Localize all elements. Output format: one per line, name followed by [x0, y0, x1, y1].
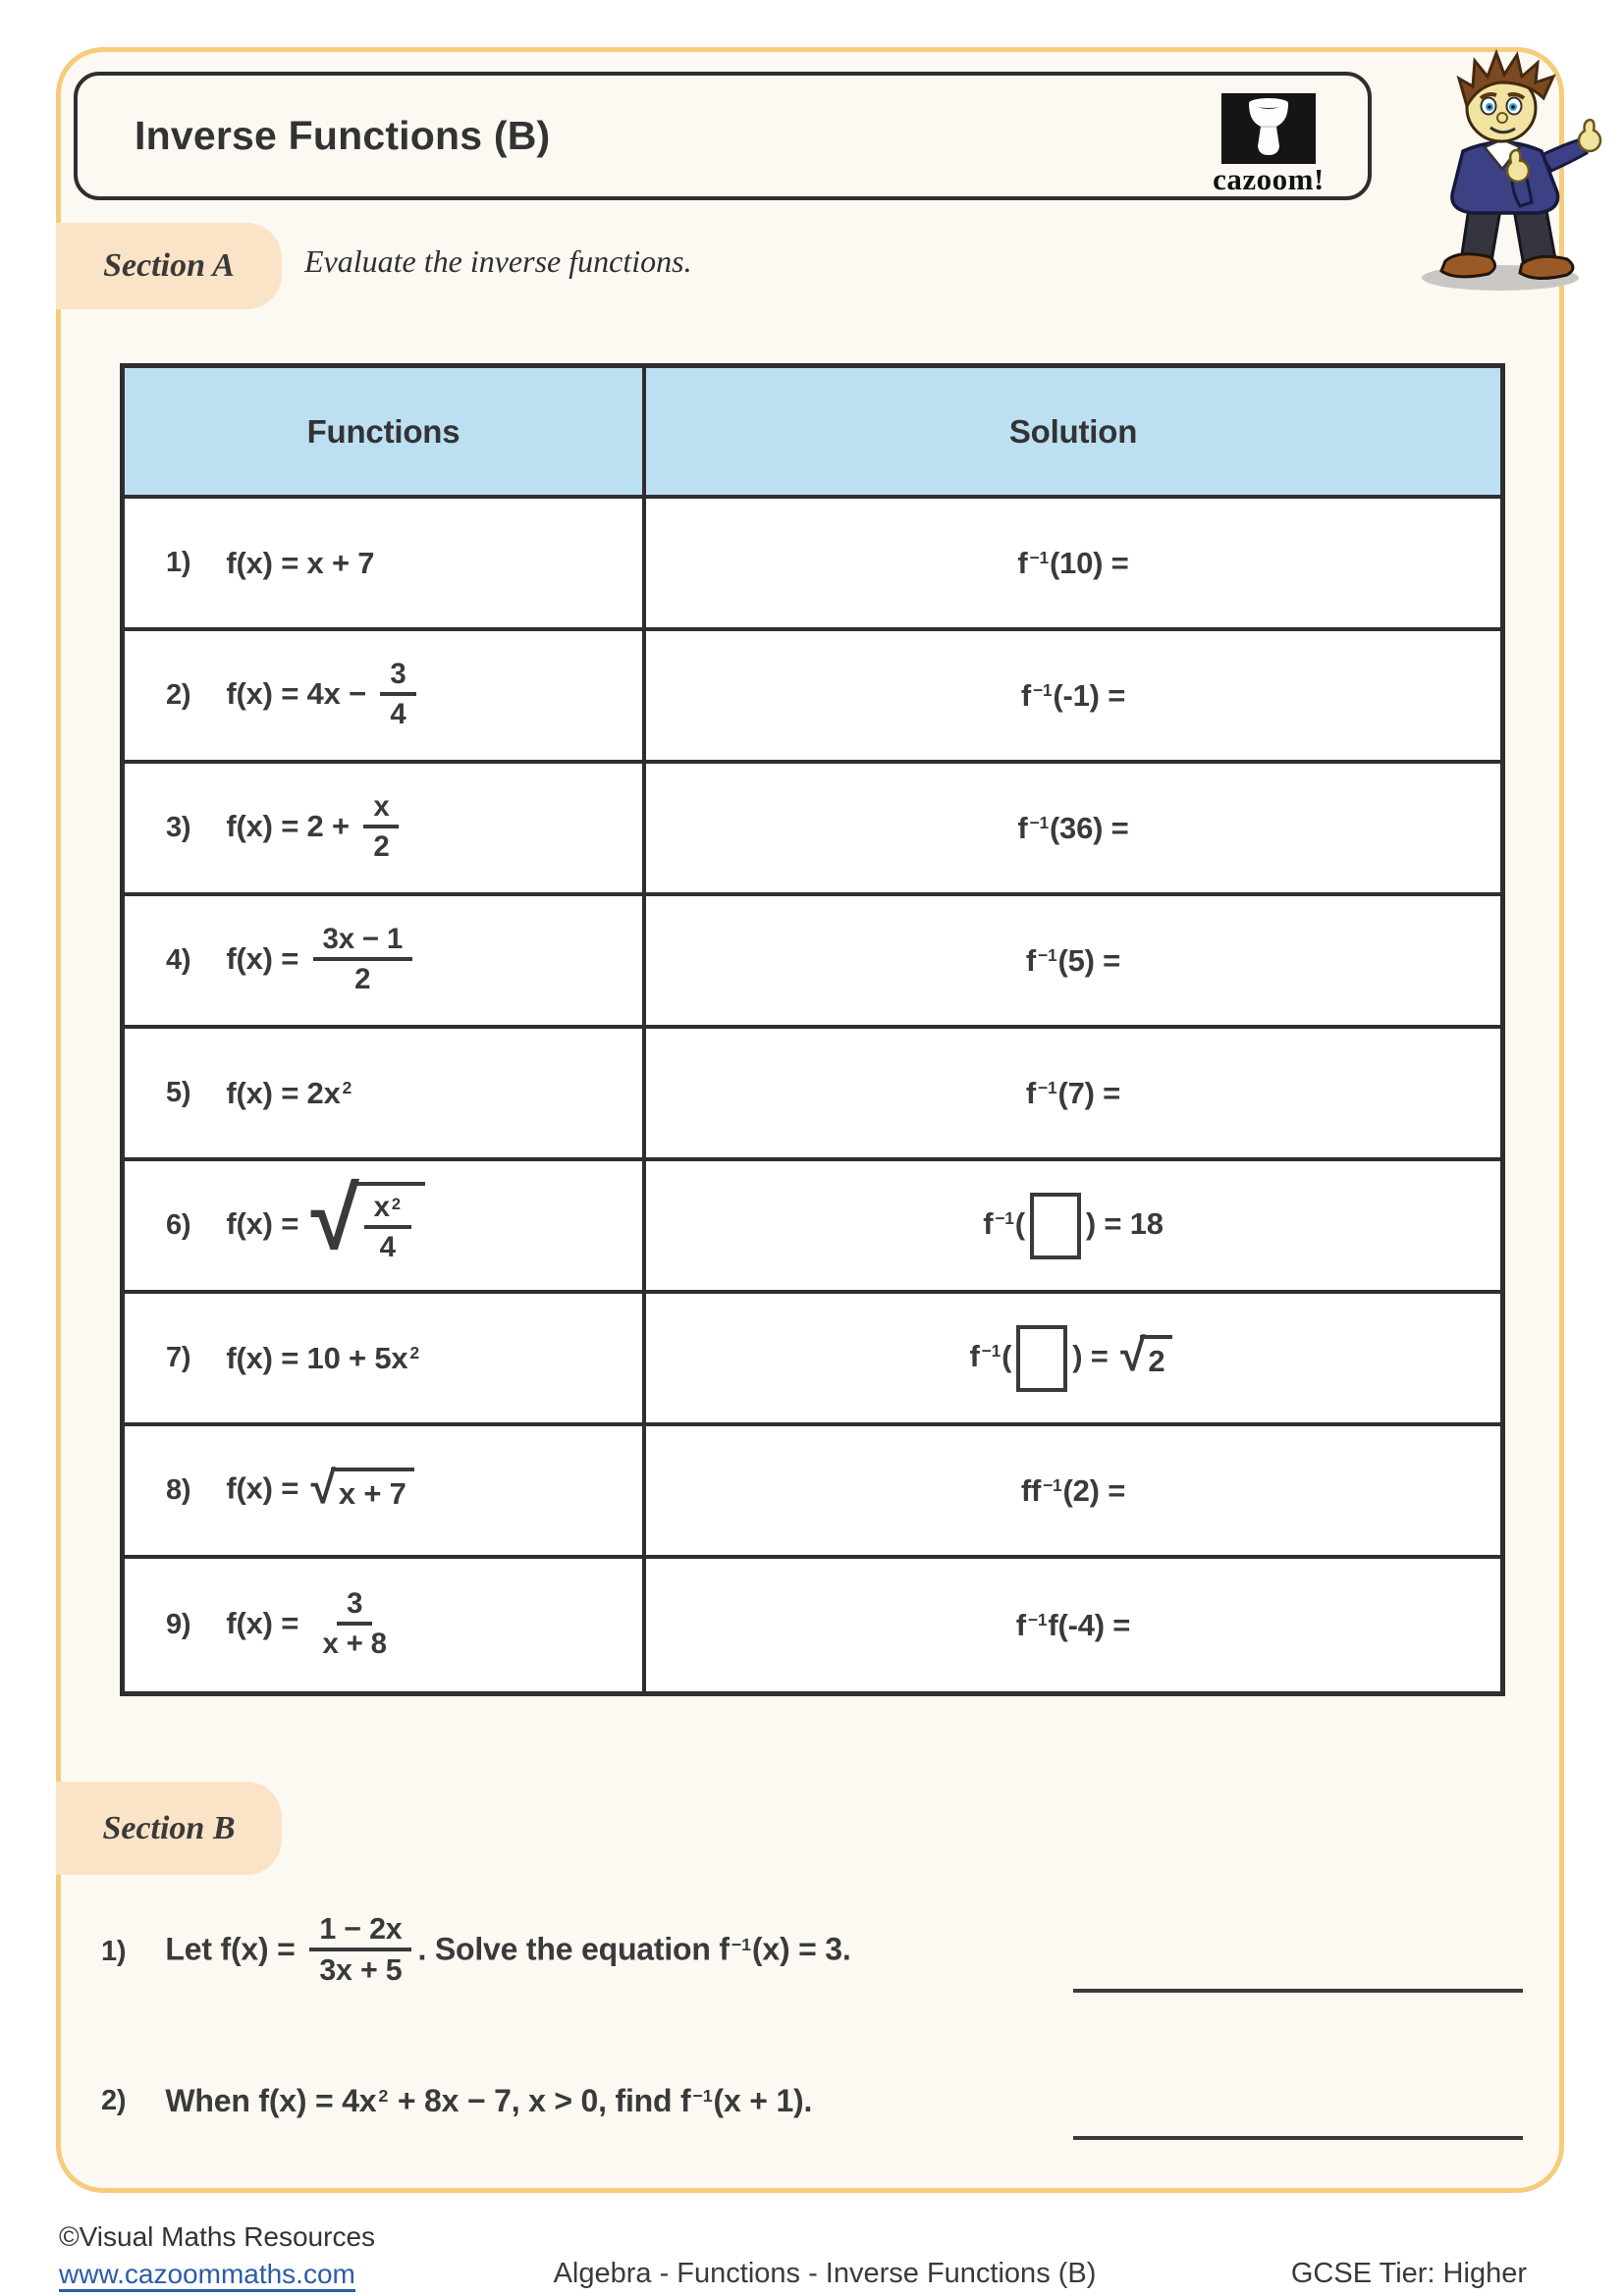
math-text: (10) =	[1049, 545, 1129, 580]
math-text: (	[1014, 1205, 1025, 1241]
math-text: (x) = 3.	[751, 1931, 851, 1967]
answer-line-1	[1073, 1989, 1523, 1993]
table-row-function	[125, 1559, 646, 1691]
table-row-solution	[646, 631, 1500, 764]
superscript: 2	[409, 1342, 419, 1362]
superscript: −1	[1038, 1077, 1057, 1097]
math-text: 3	[347, 1586, 363, 1620]
math-text: x + 7	[338, 1476, 406, 1511]
math-text: (2) =	[1062, 1472, 1126, 1508]
question-number: 2)	[166, 679, 191, 711]
answer-line-2	[1073, 2136, 1523, 2140]
function-formula	[226, 1076, 352, 1111]
radical-sign: √	[1120, 1329, 1146, 1381]
math-text: 2	[1148, 1344, 1165, 1378]
section-b-problem-1	[101, 1895, 851, 2008]
radicand	[351, 1182, 425, 1270]
superscript: −1	[1032, 679, 1053, 700]
math-text: f(x) =	[226, 1470, 307, 1506]
fraction	[364, 1191, 411, 1263]
superscript: −1	[731, 1934, 751, 1954]
math-text: 4	[390, 697, 406, 730]
fraction-denominator	[370, 1229, 406, 1263]
djembe-drum-icon	[1221, 93, 1316, 164]
math-text: 2	[373, 829, 390, 863]
fraction-denominator	[363, 828, 399, 863]
solution-formula	[1016, 1608, 1130, 1643]
fraction-numerator	[337, 1587, 372, 1626]
footer-topic: Algebra - Functions - Inverse Functions (B)	[553, 2258, 1097, 2289]
solution-formula	[1026, 1076, 1120, 1111]
table-row-solution	[646, 499, 1500, 631]
table-row-function	[125, 1294, 646, 1426]
section-b-badge-label: Section B	[102, 1809, 236, 1846]
footer-left	[59, 2218, 375, 2293]
table-row-solution	[646, 764, 1500, 896]
fraction-denominator	[345, 961, 380, 995]
section-b-problem-2	[101, 2073, 812, 2128]
math-text: 4	[379, 1231, 396, 1263]
solution-formula	[970, 1325, 1177, 1392]
table-row-function	[125, 1029, 646, 1161]
table-row-function	[125, 1161, 646, 1294]
square-root	[1120, 1329, 1172, 1381]
footer-copyright: ©Visual Maths Resources	[59, 2221, 376, 2252]
math-text: 3	[390, 657, 406, 690]
function-formula	[226, 1586, 402, 1662]
function-formula	[226, 546, 374, 581]
math-text: x	[373, 789, 390, 823]
math-text: . Solve the equation f	[417, 1931, 730, 1967]
table-row-function	[125, 499, 646, 631]
function-formula	[226, 922, 418, 997]
section-a-badge-label: Section A	[103, 247, 235, 284]
table-row-solution	[646, 1426, 1500, 1559]
math-text: f(x) =	[226, 1605, 307, 1640]
fraction	[313, 1587, 397, 1660]
square-root	[310, 1462, 414, 1514]
superscript: 2	[378, 2085, 389, 2106]
math-text: f(x) = x + 7	[226, 545, 375, 580]
function-formula	[226, 1169, 428, 1270]
square-root	[310, 1169, 425, 1270]
question-number: 2)	[101, 2084, 127, 2116]
answer-box	[1016, 1325, 1067, 1392]
solution-formula	[1021, 678, 1125, 714]
math-text: 3x + 5	[319, 1953, 403, 1987]
table-header-solution: Solution	[646, 368, 1500, 499]
section-b-badge	[56, 1782, 282, 1875]
radical-sign: √	[310, 1169, 359, 1268]
math-text: f(x) = 10 + 5x	[226, 1340, 408, 1375]
math-text: 3x − 1	[322, 922, 403, 955]
math-text: f	[1017, 545, 1028, 580]
fraction-denominator	[309, 1951, 411, 1987]
table-row-function	[125, 764, 646, 896]
math-text: When f(x) = 4x	[165, 2082, 377, 2118]
table-row-solution	[646, 1029, 1500, 1161]
radicand	[331, 1468, 414, 1514]
fraction	[313, 923, 412, 995]
math-text: f	[1015, 1607, 1026, 1642]
fraction	[363, 790, 399, 863]
math-text: x	[373, 1191, 390, 1224]
question-number: 3)	[166, 812, 191, 843]
question-number: 7)	[166, 1342, 191, 1373]
table-row-function	[125, 1426, 646, 1559]
table-row-solution	[646, 1161, 1500, 1294]
math-text: Let f(x) =	[165, 1931, 304, 1967]
question-number: 1)	[166, 547, 191, 578]
superscript: 2	[342, 1077, 352, 1097]
superscript: −1	[1029, 812, 1049, 832]
math-text: f(-4) =	[1048, 1607, 1131, 1642]
solution-formula	[983, 1193, 1164, 1259]
functions-table	[120, 363, 1505, 1696]
math-text: f(x) = 2 +	[226, 808, 358, 843]
math-text: (	[1001, 1338, 1012, 1373]
fraction	[309, 1912, 411, 1987]
superscript: −1	[1029, 547, 1049, 567]
solution-formula	[1017, 811, 1128, 846]
math-text: 2	[354, 962, 371, 995]
function-formula	[226, 789, 405, 865]
fraction-numerator	[380, 658, 415, 696]
table-row-function	[125, 631, 646, 764]
solution-formula	[1026, 943, 1120, 979]
cazoom-logo-text: cazoom!	[1213, 162, 1325, 196]
math-text: (7) =	[1057, 1075, 1121, 1110]
question-number: 6)	[166, 1209, 191, 1241]
question-number: 9)	[166, 1609, 191, 1640]
math-text: (-1) =	[1053, 677, 1126, 713]
table-row-solution	[646, 896, 1500, 1029]
page-title: Inverse Functions (B)	[135, 113, 551, 158]
math-text: f	[1025, 1075, 1037, 1110]
fraction-numerator	[313, 923, 412, 961]
math-text: f	[1020, 677, 1031, 713]
fraction-numerator	[309, 1912, 411, 1951]
math-text: f(x) =	[226, 940, 307, 976]
fraction-denominator	[313, 1626, 397, 1660]
function-formula	[226, 1462, 417, 1514]
question-number: 4)	[166, 944, 191, 976]
superscript: −1	[995, 1208, 1014, 1229]
question-number: 8)	[166, 1474, 191, 1506]
section-a-instruction: Evaluate the inverse functions.	[304, 243, 692, 279]
fraction	[380, 658, 415, 730]
radical-sign: √	[310, 1462, 336, 1514]
math-text: f	[983, 1205, 994, 1241]
math-text: f(x) =	[226, 1205, 307, 1241]
function-formula	[226, 657, 421, 732]
cazoom-logo	[1195, 87, 1342, 197]
table-row-function	[125, 896, 646, 1029]
math-text: (5) =	[1057, 942, 1121, 978]
answer-box	[1030, 1193, 1081, 1259]
math-text: f	[1017, 810, 1028, 845]
fraction-numerator	[364, 1191, 411, 1229]
table-row-solution	[646, 1559, 1500, 1691]
math-text: (36) =	[1049, 810, 1129, 845]
superscript: 2	[391, 1196, 401, 1214]
footer-url-link[interactable]: www.cazoommaths.com	[59, 2259, 355, 2292]
function-formula	[226, 1341, 420, 1376]
math-text: ff	[1020, 1472, 1042, 1508]
math-text: f(x) = 2x	[226, 1075, 341, 1110]
math-text: ) =	[1072, 1338, 1117, 1373]
math-text: f(x) = 4x −	[226, 675, 375, 711]
section-a-badge	[56, 223, 282, 309]
table-row-solution	[646, 1294, 1500, 1426]
fraction-denominator	[380, 696, 415, 730]
problem-text	[165, 1911, 851, 1989]
math-text: + 8x − 7, x > 0, find f	[389, 2082, 691, 2118]
math-text: x + 8	[322, 1627, 387, 1660]
table-header-functions: Functions	[125, 368, 646, 499]
problem-text	[165, 2083, 812, 2119]
superscript: −1	[1043, 1474, 1062, 1495]
math-text: 1 − 2x	[319, 1911, 403, 1946]
math-text: ) = 18	[1085, 1205, 1164, 1241]
solution-formula	[1017, 546, 1128, 581]
superscript: −1	[1038, 944, 1057, 965]
question-number: 5)	[166, 1077, 191, 1108]
superscript: −1	[1027, 1609, 1048, 1629]
fraction-numerator	[363, 790, 399, 828]
superscript: −1	[692, 2085, 713, 2106]
footer-tier: GCSE Tier: Higher	[1290, 2258, 1527, 2289]
mascot-boy	[1402, 49, 1620, 294]
math-text: (x + 1).	[713, 2082, 813, 2118]
math-text: f	[1025, 942, 1037, 978]
title-bar	[74, 72, 1372, 200]
solution-formula	[1021, 1473, 1125, 1509]
superscript: −1	[981, 1341, 1001, 1362]
question-number: 1)	[101, 1935, 127, 1967]
math-text: f	[969, 1338, 980, 1373]
